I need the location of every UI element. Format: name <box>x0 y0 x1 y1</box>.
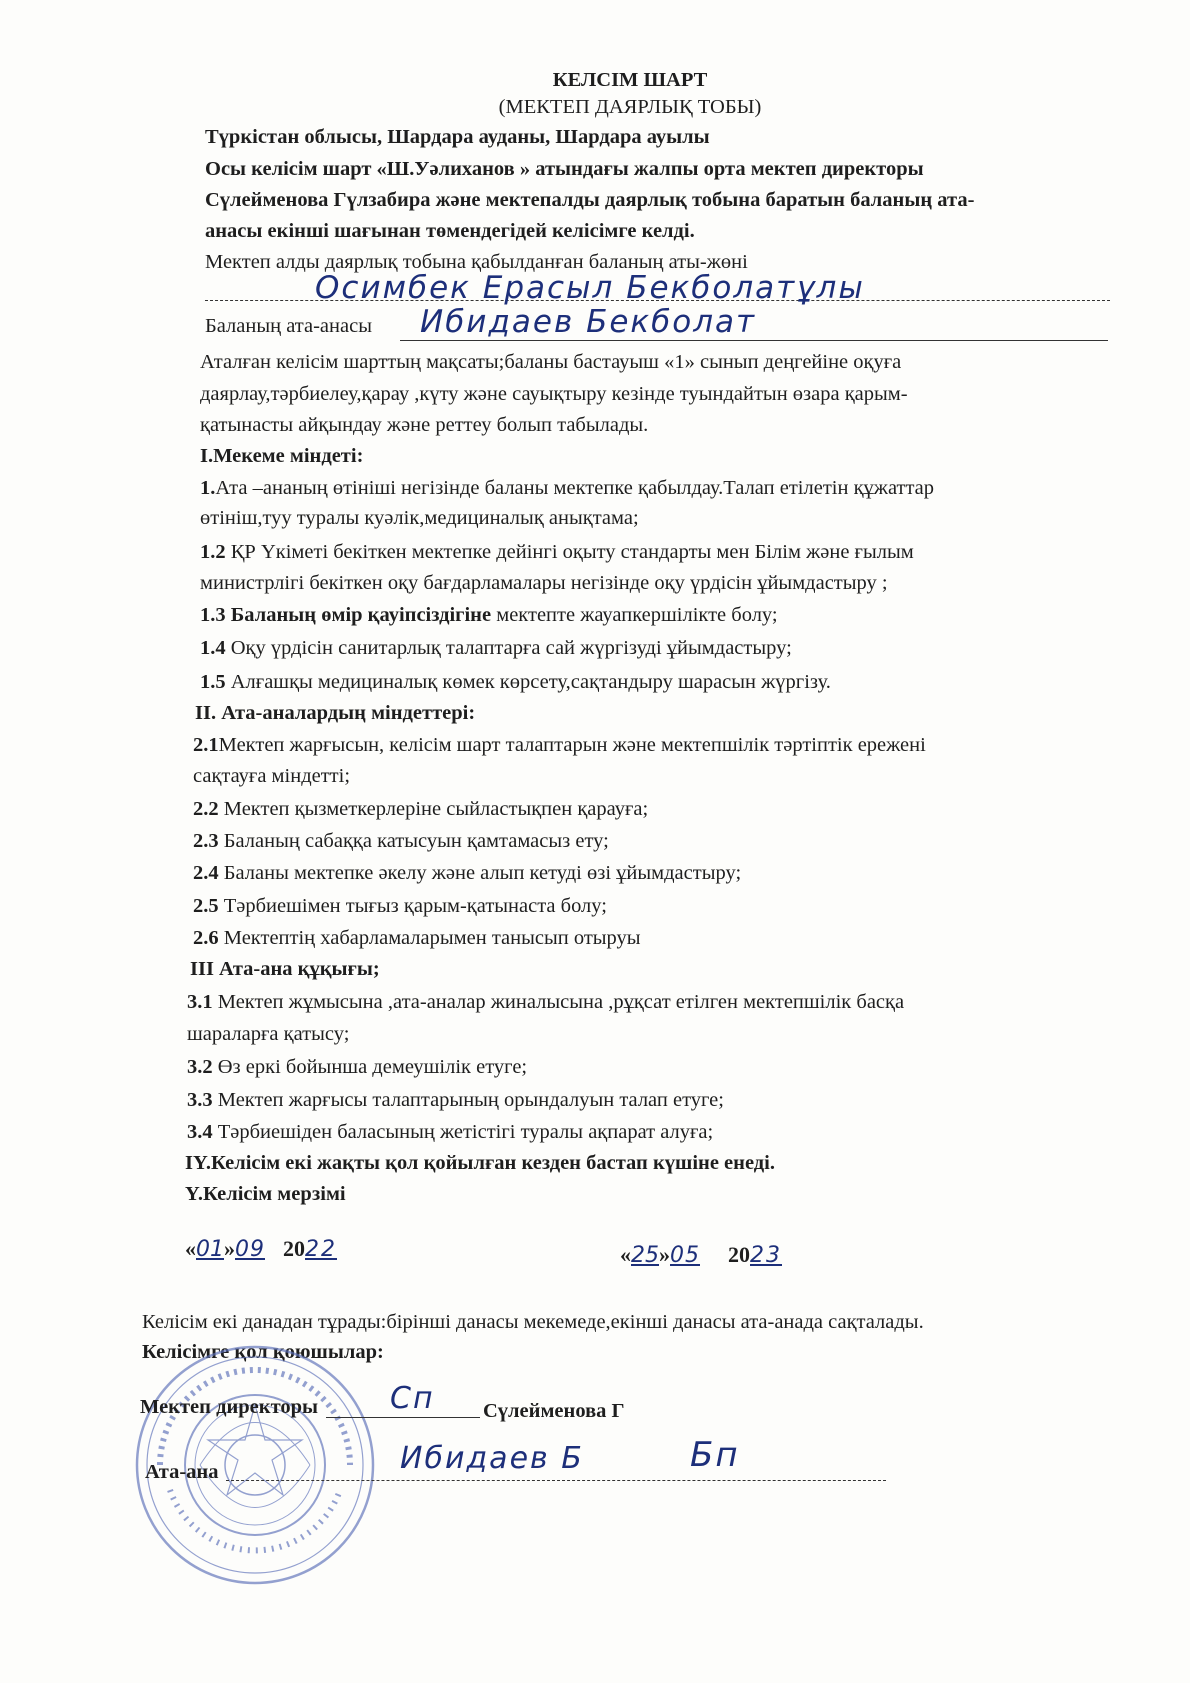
date-end-year: 23 <box>750 1243 782 1268</box>
clause-1-3 <box>200 603 778 627</box>
intro-line-3: анасы екінші шағынан төмендегідей келісімге келді. <box>205 220 695 242</box>
clause-2-2 <box>193 797 648 821</box>
parent-name-line <box>400 340 1108 341</box>
section-1-heading: I.Мекеме міндеті: <box>200 445 364 467</box>
clause-text: Мектеп қызметкерлеріне сыйластықпен қарауға; <box>218 798 649 820</box>
child-name-handwritten: Осимбек Ерасыл Бекболатұлы <box>315 270 865 306</box>
clause-number: 2.2 <box>193 798 219 820</box>
clause-text: Алғашқы медициналық көмек көрсету,сақтандыру шарасын жүргізу. <box>225 671 831 693</box>
date-start-day: 01 <box>196 1237 224 1262</box>
clause-2-5 <box>193 894 607 918</box>
clause-1-1 <box>200 476 934 500</box>
parent-sign-label: Ата-ана <box>145 1461 219 1483</box>
clause-2-1-cont: сақтауға міндетті; <box>193 765 351 787</box>
clause-number: 1. <box>200 477 216 499</box>
document-subtitle: (МЕКТЕП ДАЯРЛЫҚ ТОБЫ) <box>498 96 762 118</box>
clause-1-4 <box>200 636 792 660</box>
director-signature: Сп <box>390 1381 435 1416</box>
clause-number: 2.4 <box>193 862 219 884</box>
clause-text: Баланы мектепке әкелу және алып кетуді өзі ұйымдастыру; <box>218 862 742 884</box>
parent-signature: Бп <box>690 1435 740 1475</box>
director-sign-line <box>326 1417 480 1418</box>
clause-text: мектепте жауапкершілікте болу; <box>491 604 778 626</box>
clause-number: 3.4 <box>187 1121 213 1143</box>
date-end-day: 25 <box>631 1243 659 1268</box>
clause-text: ҚР Үкіметі бекіткен мектепке дейінгі оқыту стандарты мен Білім және ғылым <box>225 541 914 563</box>
clause-2-6 <box>193 926 641 950</box>
parent-sign-line <box>226 1480 886 1481</box>
clause-text: Мектептің хабарламаларымен танысып отыруы <box>218 927 641 949</box>
clause-text: Тәрбиешімен тығыз қарым-қатынаста болу; <box>218 895 607 917</box>
purpose-line-2: даярлау,тәрбиелеу,қарау ,күту және сауықтыру кезінде туындайтын өзара қарым- <box>200 383 908 405</box>
date-end-month: 05 <box>670 1243 700 1268</box>
clause-text: Тәрбиешіден баласының жетістігі туралы ақпарат алуға; <box>212 1121 714 1143</box>
clause-3-4 <box>187 1120 713 1144</box>
clause-text: Мектеп жарғысы талаптарының орындалуын талап етуге; <box>212 1089 724 1111</box>
section-3-heading: III Ата-ана құқығы; <box>190 958 380 980</box>
clause-number: 1.4 <box>200 637 226 659</box>
clause-text: Оқу үрдісін санитарлық талаптарға сай жүргізуді ұйымдастыру; <box>225 637 792 659</box>
date-start-year: 22 <box>305 1237 337 1262</box>
clause-number: 3.1 <box>187 991 213 1013</box>
clause-number: 1.3 Баланың өмір қауіпсіздігіне <box>200 604 492 626</box>
director-name: Сүлейменова Г <box>483 1400 625 1422</box>
director-label: Мектеп директоры <box>140 1396 319 1418</box>
clause-number: 1.2 <box>200 541 226 563</box>
clause-2-4 <box>193 861 741 885</box>
section-5: Y.Келісім мерзімі <box>185 1183 346 1205</box>
clause-3-2 <box>187 1055 527 1079</box>
clause-number: 2.1 <box>193 734 219 756</box>
copies-note: Келісім екі данадан тұрады:бірінші данасы мекемеде,екінші данасы ата-анада сақталады. <box>142 1311 924 1333</box>
clause-number: 3.2 <box>187 1056 213 1078</box>
parent-sign-handwritten: Ибидаев Б <box>400 1441 584 1476</box>
document-title: КЕЛСІМ ШАРТ <box>552 69 708 91</box>
clause-text: Мектеп жұмысына ,ата-аналар жиналысына ,рұқсат етілген мектепшілік басқа <box>212 991 905 1013</box>
clause-1-5 <box>200 670 831 694</box>
clause-number: 3.3 <box>187 1089 213 1111</box>
date-start: «01»09 2022 <box>185 1237 357 1262</box>
clause-text: Баланың сабаққа катысуын қамтамасыз ету; <box>218 830 609 852</box>
clause-text: Ата –ананың өтініші негізінде баланы мектепке қабылдау.Талап етілетін құжаттар <box>215 477 935 499</box>
clause-1-2 <box>200 540 914 564</box>
clause-3-3 <box>187 1088 724 1112</box>
clause-2-1 <box>193 733 926 757</box>
purpose-line-1: Аталған келісім шарттың мақсаты;баланы бастауыш «1» сынып деңгейіне оқуға <box>200 351 902 373</box>
date-end: «25»05 2023 <box>620 1243 802 1268</box>
clause-number: 1.5 <box>200 671 226 693</box>
parent-name-handwritten: Ибидаев Бекболат <box>420 304 757 340</box>
clause-3-1 <box>187 990 904 1014</box>
signatories-heading: Келісімге қол қоюшылар: <box>142 1341 384 1363</box>
clause-text: Мектеп жарғысын, келісім шарт талаптарын және мектепшілік тәртіптік ережені <box>218 734 926 756</box>
clause-3-1-cont: шараларға қатысу; <box>187 1023 350 1045</box>
clause-1-2-cont: министрлігі бекіткен оқу бағдарламалары негізінде оқу үрдісін ұйымдастыру ; <box>200 572 888 594</box>
clause-number: 2.5 <box>193 895 219 917</box>
clause-text: Өз еркі бойынша демеушілік етуге; <box>212 1056 528 1078</box>
section-4: IY.Келісім екі жақты қол қойылған кезден бастап күшіне енеді. <box>185 1152 775 1174</box>
clause-number: 2.3 <box>193 830 219 852</box>
child-name-label: Мектеп алды даярлық тобына қабылданған баланың аты-жөні <box>205 251 748 273</box>
parent-label: Баланың ата-анасы <box>205 315 372 337</box>
intro-line-1: Осы келісім шарт «Ш.Уәлиханов » атындағы жалпы орта мектеп директоры <box>205 158 924 180</box>
clause-1-1-cont: өтініш,туу туралы куәлік,медициналық анықтама; <box>200 507 639 529</box>
clause-number: 2.6 <box>193 927 219 949</box>
intro-line-2: Сүлейменова Гүлзабира және мектепалды даярлық тобына баратын баланың ата- <box>205 189 975 211</box>
purpose-line-3: қатынасты айқындау және реттеу болып табылады. <box>200 414 649 436</box>
location-line: Түркістан облысы, Шардара ауданы, Шардара ауылы <box>205 126 710 148</box>
clause-2-3 <box>193 829 609 853</box>
section-2-heading: II. Ата-аналардың міндеттері: <box>195 702 476 724</box>
date-start-month: 09 <box>235 1237 265 1262</box>
